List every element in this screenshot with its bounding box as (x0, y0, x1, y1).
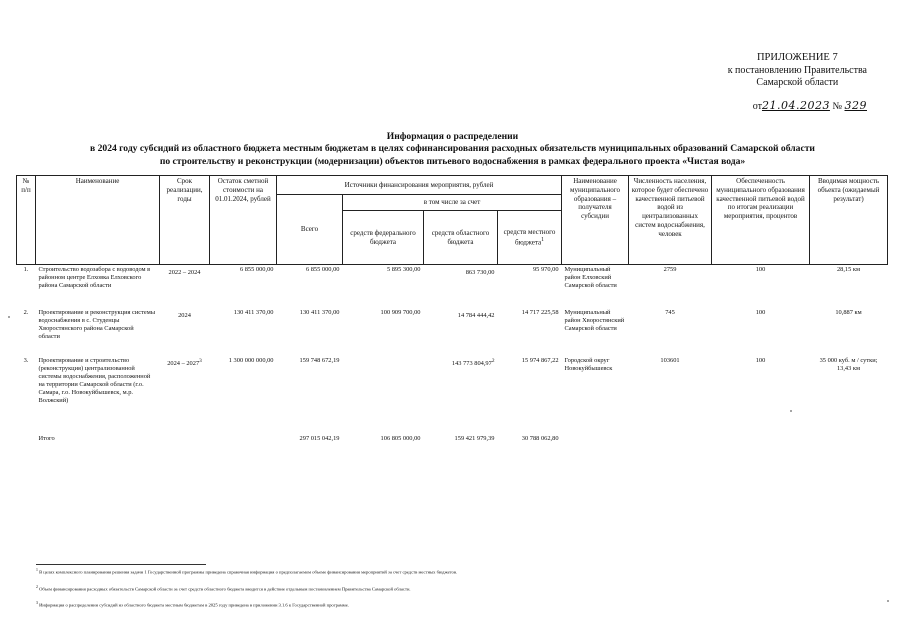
row-num: 3. (23, 356, 29, 364)
row-regional (424, 308, 498, 356)
totals-label: Итого (38, 434, 55, 442)
row-federal: 5 895 300,00 (386, 266, 421, 273)
scan-speck (790, 410, 792, 412)
appendix-title: ПРИЛОЖЕНИЕ 7 (756, 52, 838, 63)
row-capacity: 10,887 км (835, 308, 862, 316)
table-row (17, 265, 888, 308)
footnote-text: В целях комплексного планирования решения задачи 1 Государственной программы приведена справочная информация о предполагаемом объеме финансирования мероприятий за счет средств местных бюджетов. (39, 569, 458, 575)
header-num: № п/п (17, 176, 36, 265)
row-regional-value: 143 773 804,97 (451, 359, 492, 367)
distribution-table (16, 175, 888, 448)
totals-federal: 106 805 000,00 (380, 434, 421, 442)
header-remainder: Остаток сметной стоимости на 01.01.2024, рублей (210, 176, 277, 265)
document-title (0, 131, 905, 168)
row-local: 14 717 225,58 (521, 308, 559, 316)
row-share: 100 (755, 266, 766, 273)
header-share: Обеспеченность муниципального образования качественной питьевой водой по итогам реализации мероприятия, процентов (712, 176, 810, 265)
row-capacity: 28,15 км (836, 266, 861, 273)
row-period (160, 356, 210, 434)
header-sources: Источники финансирования мероприятия, рублей (277, 176, 562, 195)
row-recipient: Муниципальный район Елховский Самарской области (564, 266, 617, 289)
table-row (17, 356, 888, 434)
footnote-text: Объем финансирования расходных обязательств Самарской области за счет средств областного бюджета вводится в действие отдельным постановлением Правительства Самарской области. (39, 586, 411, 592)
title-line1: Информация о распределении (386, 131, 519, 142)
row-regional (424, 265, 498, 308)
decree-number: 329 (844, 98, 867, 112)
row-period (160, 308, 210, 356)
row-period (160, 265, 210, 308)
header-federal: средств федерального бюджета (343, 211, 424, 265)
appendix-line1: к постановлению Правительства (727, 64, 867, 76)
footnotes (36, 567, 636, 617)
row-population: 745 (665, 308, 675, 316)
row-federal: 100 909 700,00 (380, 308, 421, 316)
footnote-divider (36, 564, 206, 565)
row-population: 103601 (660, 356, 680, 364)
footnote (36, 584, 636, 593)
footnote-marker: 1 (36, 568, 38, 572)
row-remainder: 130 411 370,00 (233, 308, 274, 316)
totals-local: 30 788 062,80 (521, 434, 559, 442)
scan-speck (8, 316, 10, 318)
row-federal (343, 356, 424, 434)
row-capacity: 35 000 куб. м / сутки; 13,43 км (819, 356, 878, 372)
totals-total: 297 015 042,19 (299, 434, 340, 442)
totals-row (17, 434, 888, 448)
header-population: Численность населения, которое будет обеспечено качественной питьевой водой из централизованных систем водоснабжения, человек (629, 176, 712, 265)
footnote-marker: 3 (36, 601, 38, 606)
scan-speck (887, 600, 889, 602)
row-num: 2. (23, 308, 29, 316)
header-capacity: Вводимая мощность объекта (ожидаемый результат) (810, 176, 888, 265)
decree-number-label: № (832, 100, 842, 112)
row-remainder: 1 300 000 000,00 (228, 356, 274, 364)
row-name: Строительство водозабора с водоводом в районном центре Елховка Елховского района Самарской области (38, 266, 151, 289)
row-num: 1. (23, 266, 29, 273)
totals-regional: 159 421 979,39 (454, 434, 495, 442)
footnote-text: Информация о распределении субсидий из областного бюджета местным бюджетам в 2025 году приведена в приложении 3.1.6 к Государственной программе. (39, 602, 349, 608)
row-recipient: Муниципальный район Хворостянский Самарской области (564, 308, 625, 332)
header-recipient: Наименование муниципального образования – получателя субсидии (562, 176, 629, 265)
row-recipient: Городской округ Новокуйбышевск (564, 356, 613, 372)
footnote (36, 567, 636, 576)
row-total: 130 411 370,00 (299, 308, 340, 316)
row-regional-sup: 2 (491, 357, 495, 364)
row-total: 159 748 672,19 (299, 356, 340, 364)
decree-reference (728, 100, 867, 114)
footnote (36, 600, 636, 609)
header-name: Наименование (36, 176, 160, 265)
header-local-sup: 1 (541, 237, 545, 244)
row-local: 15 974 867,22 (521, 356, 559, 364)
row-share: 100 (755, 356, 766, 364)
footnote-marker: 2 (36, 584, 38, 589)
title-line2: в 2024 году субсидий из областного бюджета местным бюджетам в целях софинансирования расходных обязательств муниципальных образований Самарской области (90, 143, 815, 155)
decree-date: 21.04.2023 (761, 98, 830, 112)
table-row (17, 308, 888, 356)
appendix-line2: Самарской области (756, 77, 839, 88)
row-name: Проектирование и реконструкция системы водоснабжения в с. Студенцы Хворостянского района Самарской области (38, 308, 156, 340)
row-period-value: 2024 (178, 311, 191, 319)
header-regional: средств областного бюджета (424, 211, 498, 265)
header-local-label: средств местного бюджета (503, 227, 556, 247)
header-total: Всего (277, 195, 343, 265)
header-period: Срок реализации, годы (160, 176, 210, 265)
row-share: 100 (755, 308, 766, 316)
row-regional (424, 356, 498, 434)
row-name: Проектирование и строительство (реконструкция) централизованной системы водоснабжения, расположенной на территории Самарской области (г.о. Самара, г.о. Новокуйбышевск, м.р. Волжский) (38, 356, 151, 404)
row-period-value: 2024 – 2027 (167, 359, 200, 367)
header-including: в том числе за счет (343, 195, 562, 211)
row-regional-value: 863 730,00 (465, 269, 495, 277)
row-total: 6 855 000,00 (305, 266, 340, 273)
header-local (498, 211, 562, 265)
row-regional-value: 14 784 444,42 (457, 311, 495, 319)
row-population: 2759 (663, 266, 677, 273)
row-period-sup: 3 (199, 357, 202, 364)
row-period-value: 2022 – 2024 (168, 269, 201, 277)
title-line3: по строительству и реконструкции (модернизации) объектов питьевого водоснабжения в рамках федерального проекта «Чистая вода» (159, 155, 746, 167)
appendix-header (728, 52, 867, 113)
row-local: 95 970,00 (532, 266, 559, 273)
decree-prefix: от (752, 100, 762, 112)
row-remainder: 6 855 000,00 (239, 266, 274, 273)
